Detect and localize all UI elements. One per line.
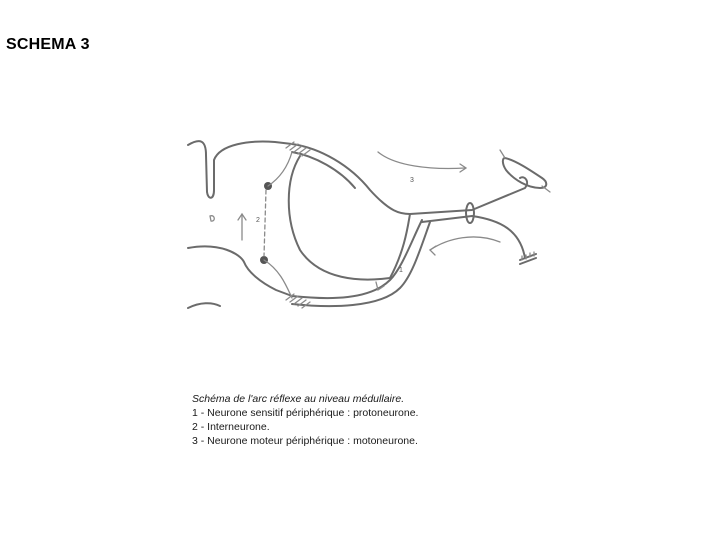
lower-neuron-axon [264, 260, 292, 298]
reflex-arc-diagram [180, 130, 560, 320]
spinal-cord-upper-outline [188, 141, 292, 198]
label-interneuron: 2 [256, 217, 260, 224]
caption-item-1: 1 - Neurone sensitif périphérique : protoneurone. [192, 407, 419, 419]
label-motor-neuron: 3 [410, 177, 414, 184]
caption-item-2: 2 - Interneurone. [192, 421, 270, 433]
muscle-icon [503, 158, 546, 188]
efferent-flow-arrow [430, 237, 500, 250]
spinal-cord-bottom-edge [188, 303, 220, 308]
spinal-nerve-top [410, 177, 527, 214]
upper-neuron-axon [268, 152, 292, 186]
caption-item-3: 3 - Neurone moteur périphérique : motoneurone. [192, 435, 418, 447]
dorsal-root-upper [292, 144, 410, 214]
ganglion-bulge [289, 156, 410, 280]
label-sensory-neuron: 1 [399, 267, 403, 274]
diagram-caption [192, 392, 418, 448]
muscle-tendon-left [500, 150, 505, 158]
dorsal-root-lower [292, 152, 355, 188]
interneuron-fiber [264, 190, 266, 256]
afferent-flow-arrow [378, 152, 465, 168]
efferent-arrowhead [430, 246, 436, 255]
caption-lead: Schéma de l'arc réflexe au niveau médullaire. [192, 393, 405, 405]
nerve-cut-end [466, 203, 474, 223]
central-canal-icon [210, 216, 214, 221]
page-title: SCHEMA 3 [6, 36, 90, 53]
